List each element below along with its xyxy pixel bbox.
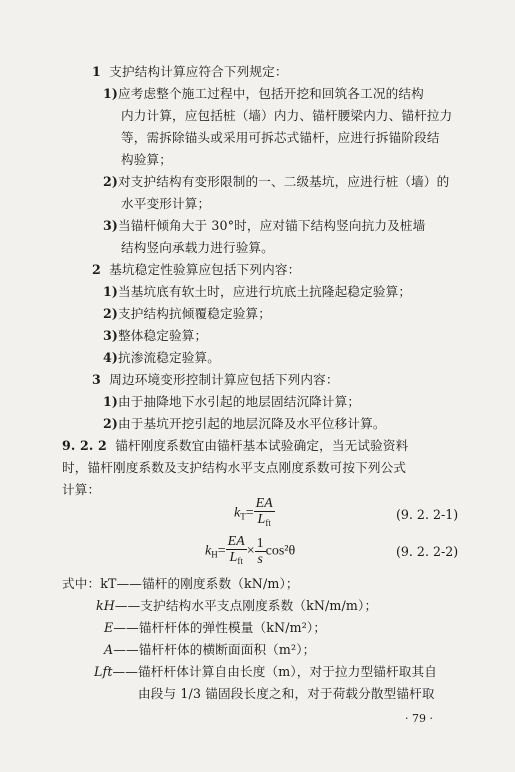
- definition-line: kH——支护结构水平支点刚度系数（kN/m/m）；: [96, 598, 378, 613]
- page-number: · 79 ·: [405, 712, 433, 725]
- text-line: 结构竖向承载力进行验算。: [121, 240, 274, 255]
- text-line: 2)由于基坑开挖引起的地层沉降及水平位移计算。: [103, 416, 386, 431]
- clause-heading: 9. 2. 2 锚杆刚度系数宜由锚杆基本试验确定，当无试验资料: [62, 438, 409, 453]
- text-line: 4)抗渗流稳定验算。: [103, 350, 220, 365]
- text-line: 构验算；: [121, 152, 172, 167]
- text-line: 3 周边环境变形控制计算应包括下列内容：: [92, 372, 339, 387]
- text-line: 计算：: [62, 482, 101, 497]
- text-line: 2)对支护结构有变形限制的一、二级基坑，应进行桩（墙）的: [103, 174, 450, 189]
- text-line: 3)整体稳定验算；: [103, 328, 208, 343]
- text-line: 1)由于抽降地下水引起的地层固结沉降计算；: [103, 394, 361, 409]
- formula-kt: $k_T=$ $\frac{EA}{L_{ft}}$: [234, 496, 273, 528]
- text-line: 2)支护结构抗倾覆稳定验算；: [103, 306, 271, 321]
- definition-line: Lft——锚杆杆体计算自由长度（m），对于拉力型锚杆取其自: [94, 664, 437, 679]
- formula-kh: $k_H=$ $\frac{EA}{L_{ft}}$ × $\frac{1}{s}$ cos²θ: [205, 534, 296, 567]
- text-line: 等，需拆除锚头或采用可拆芯式锚杆，应进行拆锚阶段结: [121, 130, 440, 145]
- definition-line: A——锚杆杆体的横断面面积（m²）；: [104, 642, 316, 657]
- text-line: 内力计算，应包括桩（墙）内力、锚杆腰梁内力、锚杆拉力: [121, 108, 453, 123]
- equation-number: (9. 2. 2-1): [396, 507, 459, 522]
- text-line: 2 基坑稳定性验算应包括下列内容：: [92, 262, 301, 277]
- text-line: 1)当基坑底有软土时，应进行坑底土抗隆起稳定验算；: [103, 284, 412, 299]
- text-line: 1)应考虑整个施工过程中，包括开挖和回筑各工况的结构: [103, 86, 424, 101]
- definition-line: 式中：kT——锚杆的刚度系数（kN/m）；: [62, 576, 299, 591]
- text-line: 时，锚杆刚度系数及支护结构水平支点刚度系数可按下列公式: [62, 460, 407, 475]
- text-line: 1 支护结构计算应符合下列规定：: [92, 64, 288, 79]
- text-line: 水平变形计算；: [121, 196, 211, 211]
- definition-line: E——锚杆杆体的弹性模量（kN/m²）；: [104, 620, 327, 635]
- text-line: 3)当锚杆倾角大于 30°时，应对锚下结构竖向抗力及桩墙: [103, 218, 426, 233]
- equation-number: (9. 2. 2-2): [396, 544, 459, 559]
- definition-line: 由段与 1/3 锚固段长度之和，对于荷载分散型锚杆取: [138, 686, 435, 701]
